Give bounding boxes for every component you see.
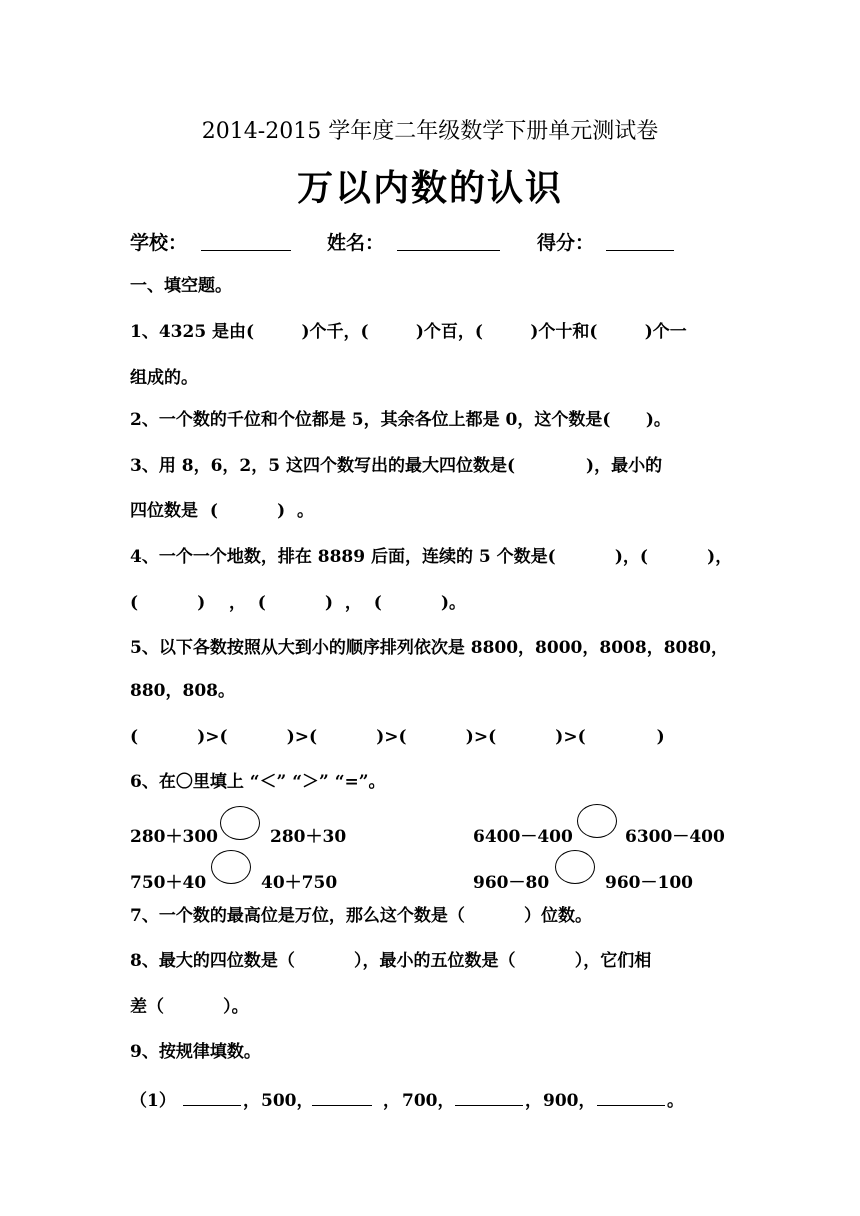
compare-right-expression: 6300－400 [625, 827, 725, 847]
pattern-blank[interactable] [455, 1105, 523, 1106]
question-1-line-2: 组成的。 [130, 368, 198, 388]
school-label: 学校： [130, 232, 188, 254]
compare-left-expression: 750＋40 [130, 873, 207, 893]
question-1-line-1: 1、4325 是由( )个千，( )个百，( )个十和( )个一 [130, 322, 687, 342]
pattern-blank[interactable] [312, 1105, 372, 1106]
question-5-answer-row: ( )>( )>( )>( )>( )>( ) [130, 727, 665, 747]
pattern-blank[interactable] [597, 1105, 665, 1106]
question-8-line-2: 差（ ）。 [130, 997, 249, 1017]
compare-left-expression: 280＋300 [130, 827, 218, 847]
compare-circle[interactable] [211, 850, 251, 884]
pattern-value: 500， [261, 1091, 314, 1111]
pattern-separator: ， [243, 1091, 260, 1111]
score-label: 得分： [537, 232, 595, 254]
name-blank[interactable] [397, 250, 500, 251]
document-title: 2014-2015 学年度二年级数学下册单元测试卷 [201, 119, 659, 144]
main-title: 万以内数的认识 [296, 167, 563, 209]
question-5-line-2: 880，808。 [130, 681, 235, 701]
question-3-line-2: 四位数是 ( ) 。 [130, 501, 314, 521]
question-3-line-1: 3、用 8，6，2，5 这四个数写出的最大四位数是( )，最小的 [130, 456, 663, 476]
question-5-line-1: 5、以下各数按照从大到小的顺序排列依次是 8800，8000，8008，8080， [130, 638, 729, 658]
compare-left-expression: 6400－400 [473, 827, 573, 847]
pattern-separator: ， [525, 1091, 542, 1111]
compare-circle[interactable] [577, 804, 617, 838]
question-7: 7、一个数的最高位是万位，那么这个数是（ ）位数。 [130, 906, 593, 926]
school-blank[interactable] [201, 250, 291, 251]
compare-circle[interactable] [220, 806, 260, 840]
question-6-instruction: 6、在〇里填上 “＜” “＞” “=”。 [130, 772, 386, 792]
pattern-separator: ， [383, 1091, 400, 1111]
pattern-row-number: （1） [130, 1091, 176, 1111]
pattern-value: 700， [402, 1091, 455, 1111]
compare-circle[interactable] [555, 850, 595, 884]
pattern-blank[interactable] [183, 1105, 241, 1106]
compare-left-expression: 960－80 [473, 873, 550, 893]
question-8-line-1: 8、最大的四位数是（ ），最小的五位数是（ ），它们相 [130, 951, 652, 971]
question-2: 2、一个数的千位和个位都是 5，其余各位上都是 0，这个数是( )。 [130, 410, 671, 430]
question-9-heading: 9、按规律填数。 [130, 1042, 261, 1062]
name-label: 姓名： [327, 232, 385, 254]
compare-right-expression: 40＋750 [261, 873, 338, 893]
pattern-value: 900， [543, 1091, 596, 1111]
compare-right-expression: 960－100 [605, 873, 693, 893]
question-4-line-2: ( ) ， ( ) ， ( )。 [130, 593, 466, 613]
compare-right-expression: 280＋30 [270, 827, 347, 847]
score-blank[interactable] [606, 250, 674, 251]
section-heading: 一、填空题。 [130, 276, 232, 296]
pattern-end-punctuation: 。 [667, 1091, 684, 1111]
question-4-line-1: 4、一个一个地数，排在 8889 后面，连续的 5 个数是( )，( )， [130, 547, 733, 567]
